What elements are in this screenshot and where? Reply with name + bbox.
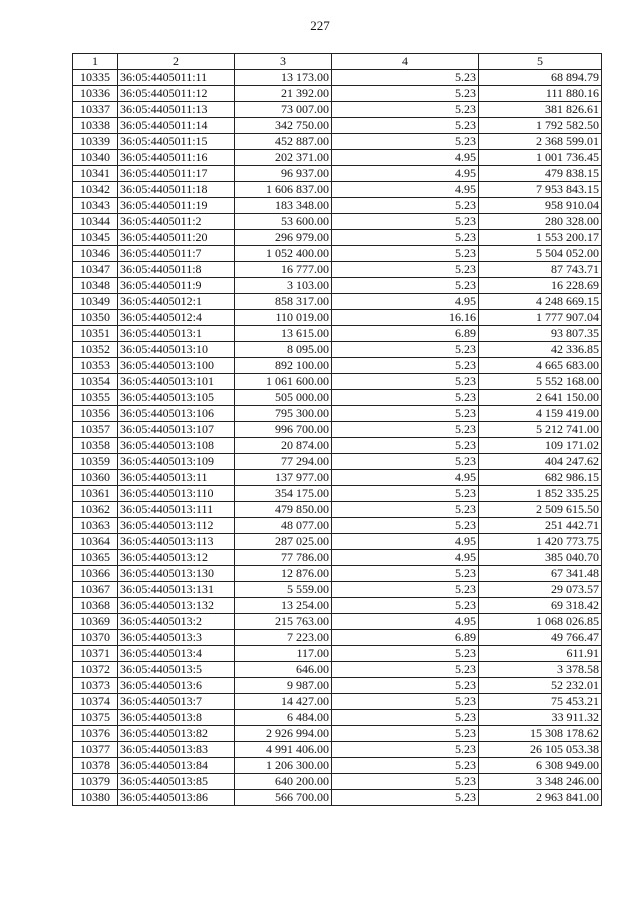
value-cell: 479 838.15 — [479, 166, 602, 182]
table-row — [73, 118, 602, 134]
rate-cell: 5.23 — [332, 726, 479, 742]
column-header: 4 — [332, 54, 479, 70]
value-cell: 385 040.70 — [479, 550, 602, 566]
area-cell: 1 061 600.00 — [235, 374, 332, 390]
table-row — [73, 694, 602, 710]
cadastral-number-cell: 36:05:4405011:7 — [118, 246, 235, 262]
value-cell: 5 212 741.00 — [479, 422, 602, 438]
rate-cell: 5.23 — [332, 406, 479, 422]
cadastral-number-cell: 36:05:4405013:106 — [118, 406, 235, 422]
row-number-cell: 10368 — [73, 598, 118, 614]
rate-cell: 5.23 — [332, 422, 479, 438]
table-row — [73, 726, 602, 742]
value-cell: 1 068 026.85 — [479, 614, 602, 630]
row-number-cell: 10373 — [73, 678, 118, 694]
rate-cell: 4.95 — [332, 182, 479, 198]
rate-cell: 5.23 — [332, 342, 479, 358]
table-row — [73, 390, 602, 406]
cadastral-number-cell: 36:05:4405013:5 — [118, 662, 235, 678]
column-header: 1 — [73, 54, 118, 70]
rate-cell: 5.23 — [332, 278, 479, 294]
rate-cell: 5.23 — [332, 230, 479, 246]
rate-cell: 5.23 — [332, 662, 479, 678]
row-number-cell: 10376 — [73, 726, 118, 742]
cadastral-number-cell: 36:05:4405011:8 — [118, 262, 235, 278]
area-cell: 4 991 406.00 — [235, 742, 332, 758]
row-number-cell: 10357 — [73, 422, 118, 438]
rate-cell: 5.23 — [332, 758, 479, 774]
page-number: 227 — [310, 18, 330, 33]
value-cell: 251 442.71 — [479, 518, 602, 534]
value-cell: 16 228.69 — [479, 278, 602, 294]
value-cell: 2 509 615.50 — [479, 502, 602, 518]
area-cell: 14 427.00 — [235, 694, 332, 710]
area-cell: 858 317.00 — [235, 294, 332, 310]
value-cell: 1 777 907.04 — [479, 310, 602, 326]
rate-cell: 4.95 — [332, 550, 479, 566]
cadastral-number-cell: 36:05:4405013:101 — [118, 374, 235, 390]
table-row — [73, 374, 602, 390]
row-number-cell: 10336 — [73, 86, 118, 102]
area-cell: 8 095.00 — [235, 342, 332, 358]
cadastral-number-cell: 36:05:4405011:13 — [118, 102, 235, 118]
rate-cell: 4.95 — [332, 470, 479, 486]
cadastral-number-cell: 36:05:4405013:107 — [118, 422, 235, 438]
cadastral-number-cell: 36:05:4405011:15 — [118, 134, 235, 150]
rate-cell: 6.89 — [332, 630, 479, 646]
row-number-cell: 10351 — [73, 326, 118, 342]
value-cell: 1 001 736.45 — [479, 150, 602, 166]
area-cell: 96 937.00 — [235, 166, 332, 182]
table-row — [73, 278, 602, 294]
rate-cell: 5.23 — [332, 742, 479, 758]
rate-cell: 5.23 — [332, 134, 479, 150]
table-row — [73, 518, 602, 534]
value-cell: 75 453.21 — [479, 694, 602, 710]
table-row — [73, 342, 602, 358]
cadastral-number-cell: 36:05:4405011:19 — [118, 198, 235, 214]
value-cell: 4 159 419.00 — [479, 406, 602, 422]
row-number-cell: 10375 — [73, 710, 118, 726]
area-cell: 5 559.00 — [235, 582, 332, 598]
cadastral-value-table — [72, 53, 602, 806]
value-cell: 49 766.47 — [479, 630, 602, 646]
area-cell: 795 300.00 — [235, 406, 332, 422]
area-cell: 505 000.00 — [235, 390, 332, 406]
value-cell: 958 910.04 — [479, 198, 602, 214]
value-cell: 7 953 843.15 — [479, 182, 602, 198]
table-row — [73, 230, 602, 246]
value-cell: 68 894.79 — [479, 70, 602, 86]
area-cell: 13 615.00 — [235, 326, 332, 342]
area-cell: 13 254.00 — [235, 598, 332, 614]
table-row — [73, 582, 602, 598]
row-number-cell: 10342 — [73, 182, 118, 198]
cadastral-number-cell: 36:05:4405013:8 — [118, 710, 235, 726]
area-cell: 183 348.00 — [235, 198, 332, 214]
cadastral-number-cell: 36:05:4405013:113 — [118, 534, 235, 550]
table-row — [73, 438, 602, 454]
cadastral-number-cell: 36:05:4405013:84 — [118, 758, 235, 774]
row-number-cell: 10340 — [73, 150, 118, 166]
table-row — [73, 470, 602, 486]
table-row — [73, 246, 602, 262]
row-number-cell: 10354 — [73, 374, 118, 390]
rate-cell: 4.95 — [332, 614, 479, 630]
cadastral-number-cell: 36:05:4405011:18 — [118, 182, 235, 198]
area-cell: 566 700.00 — [235, 790, 332, 806]
table-row — [73, 534, 602, 550]
rate-cell: 4.95 — [332, 534, 479, 550]
value-cell: 42 336.85 — [479, 342, 602, 358]
cadastral-number-cell: 36:05:4405011:17 — [118, 166, 235, 182]
value-cell: 682 986.15 — [479, 470, 602, 486]
value-cell: 109 171.02 — [479, 438, 602, 454]
table-row — [73, 710, 602, 726]
table-row — [73, 662, 602, 678]
rate-cell: 5.23 — [332, 582, 479, 598]
area-cell: 479 850.00 — [235, 502, 332, 518]
cadastral-number-cell: 36:05:4405013:10 — [118, 342, 235, 358]
rate-cell: 5.23 — [332, 598, 479, 614]
rate-cell: 5.23 — [332, 262, 479, 278]
table-row — [73, 86, 602, 102]
row-number-cell: 10348 — [73, 278, 118, 294]
area-cell: 640 200.00 — [235, 774, 332, 790]
area-cell: 1 606 837.00 — [235, 182, 332, 198]
rate-cell: 5.23 — [332, 486, 479, 502]
rate-cell: 5.23 — [332, 678, 479, 694]
row-number-cell: 10380 — [73, 790, 118, 806]
row-number-cell: 10365 — [73, 550, 118, 566]
area-cell: 892 100.00 — [235, 358, 332, 374]
table-row — [73, 102, 602, 118]
area-cell: 77 786.00 — [235, 550, 332, 566]
area-cell: 16 777.00 — [235, 262, 332, 278]
cadastral-number-cell: 36:05:4405013:4 — [118, 646, 235, 662]
value-cell: 93 807.35 — [479, 326, 602, 342]
row-number-cell: 10337 — [73, 102, 118, 118]
area-cell: 7 223.00 — [235, 630, 332, 646]
row-number-cell: 10335 — [73, 70, 118, 86]
row-number-cell: 10360 — [73, 470, 118, 486]
area-cell: 77 294.00 — [235, 454, 332, 470]
area-cell: 2 926 994.00 — [235, 726, 332, 742]
row-number-cell: 10372 — [73, 662, 118, 678]
value-cell: 381 826.61 — [479, 102, 602, 118]
area-cell: 117.00 — [235, 646, 332, 662]
rate-cell: 5.23 — [332, 646, 479, 662]
cadastral-number-cell: 36:05:4405012:1 — [118, 294, 235, 310]
value-cell: 15 308 178.62 — [479, 726, 602, 742]
value-cell: 69 318.42 — [479, 598, 602, 614]
value-cell: 280 328.00 — [479, 214, 602, 230]
value-cell: 5 552 168.00 — [479, 374, 602, 390]
rate-cell: 5.23 — [332, 246, 479, 262]
cadastral-number-cell: 36:05:4405013:3 — [118, 630, 235, 646]
row-number-cell: 10379 — [73, 774, 118, 790]
rate-cell: 16.16 — [332, 310, 479, 326]
table-row — [73, 150, 602, 166]
row-number-cell: 10350 — [73, 310, 118, 326]
table-row — [73, 454, 602, 470]
table-row — [73, 262, 602, 278]
rate-cell: 5.23 — [332, 214, 479, 230]
cadastral-number-cell: 36:05:4405011:16 — [118, 150, 235, 166]
table-row — [73, 214, 602, 230]
value-cell: 1 792 582.50 — [479, 118, 602, 134]
area-cell: 12 876.00 — [235, 566, 332, 582]
table-body — [73, 70, 602, 806]
rate-cell: 5.23 — [332, 454, 479, 470]
rate-cell: 5.23 — [332, 774, 479, 790]
area-cell: 48 077.00 — [235, 518, 332, 534]
area-cell: 110 019.00 — [235, 310, 332, 326]
cadastral-number-cell: 36:05:4405013:110 — [118, 486, 235, 502]
table-row — [73, 294, 602, 310]
row-number-cell: 10347 — [73, 262, 118, 278]
row-number-cell: 10364 — [73, 534, 118, 550]
table-row — [73, 566, 602, 582]
cadastral-number-cell: 36:05:4405013:82 — [118, 726, 235, 742]
table-row — [73, 70, 602, 86]
cadastral-number-cell: 36:05:4405012:4 — [118, 310, 235, 326]
table-row — [73, 646, 602, 662]
table-row — [73, 678, 602, 694]
row-number-cell: 10374 — [73, 694, 118, 710]
row-number-cell: 10352 — [73, 342, 118, 358]
area-cell: 21 392.00 — [235, 86, 332, 102]
area-cell: 354 175.00 — [235, 486, 332, 502]
rate-cell: 5.23 — [332, 86, 479, 102]
row-number-cell: 10338 — [73, 118, 118, 134]
column-number-row — [73, 54, 602, 70]
value-cell: 111 880.16 — [479, 86, 602, 102]
area-cell: 452 887.00 — [235, 134, 332, 150]
value-cell: 87 743.71 — [479, 262, 602, 278]
area-cell: 215 763.00 — [235, 614, 332, 630]
value-cell: 3 378.58 — [479, 662, 602, 678]
rate-cell: 5.23 — [332, 358, 479, 374]
table-row — [73, 486, 602, 502]
rate-cell: 4.95 — [332, 166, 479, 182]
value-cell: 1 420 773.75 — [479, 534, 602, 550]
cadastral-number-cell: 36:05:4405013:2 — [118, 614, 235, 630]
rate-cell: 5.23 — [332, 710, 479, 726]
table-row — [73, 326, 602, 342]
rate-cell: 5.23 — [332, 502, 479, 518]
table-row — [73, 790, 602, 806]
column-header: 5 — [479, 54, 602, 70]
value-cell: 3 348 246.00 — [479, 774, 602, 790]
table-row — [73, 742, 602, 758]
area-cell: 646.00 — [235, 662, 332, 678]
cadastral-number-cell: 36:05:4405013:105 — [118, 390, 235, 406]
rate-cell: 5.23 — [332, 566, 479, 582]
area-cell: 20 874.00 — [235, 438, 332, 454]
row-number-cell: 10353 — [73, 358, 118, 374]
value-cell: 52 232.01 — [479, 678, 602, 694]
value-cell: 67 341.48 — [479, 566, 602, 582]
row-number-cell: 10366 — [73, 566, 118, 582]
cadastral-number-cell: 36:05:4405011:9 — [118, 278, 235, 294]
value-cell: 2 368 599.01 — [479, 134, 602, 150]
row-number-cell: 10363 — [73, 518, 118, 534]
cadastral-number-cell: 36:05:4405011:12 — [118, 86, 235, 102]
area-cell: 3 103.00 — [235, 278, 332, 294]
area-cell: 6 484.00 — [235, 710, 332, 726]
rate-cell: 5.23 — [332, 374, 479, 390]
cadastral-number-cell: 36:05:4405013:6 — [118, 678, 235, 694]
rate-cell: 5.23 — [332, 102, 479, 118]
row-number-cell: 10339 — [73, 134, 118, 150]
area-cell: 9 987.00 — [235, 678, 332, 694]
row-number-cell: 10370 — [73, 630, 118, 646]
row-number-cell: 10367 — [73, 582, 118, 598]
table-row — [73, 182, 602, 198]
cadastral-number-cell: 36:05:4405013:12 — [118, 550, 235, 566]
area-cell: 73 007.00 — [235, 102, 332, 118]
value-cell: 26 105 053.38 — [479, 742, 602, 758]
cadastral-number-cell: 36:05:4405013:85 — [118, 774, 235, 790]
table-row — [73, 310, 602, 326]
row-number-cell: 10358 — [73, 438, 118, 454]
area-cell: 287 025.00 — [235, 534, 332, 550]
cadastral-number-cell: 36:05:4405011:20 — [118, 230, 235, 246]
table-row — [73, 758, 602, 774]
column-header: 2 — [118, 54, 235, 70]
value-cell: 2 641 150.00 — [479, 390, 602, 406]
value-cell: 404 247.62 — [479, 454, 602, 470]
area-cell: 137 977.00 — [235, 470, 332, 486]
row-number-cell: 10344 — [73, 214, 118, 230]
column-header: 3 — [235, 54, 332, 70]
cadastral-number-cell: 36:05:4405013:11 — [118, 470, 235, 486]
value-cell: 5 504 052.00 — [479, 246, 602, 262]
row-number-cell: 10377 — [73, 742, 118, 758]
cadastral-number-cell: 36:05:4405011:11 — [118, 70, 235, 86]
row-number-cell: 10378 — [73, 758, 118, 774]
rate-cell: 4.95 — [332, 294, 479, 310]
value-cell: 1 553 200.17 — [479, 230, 602, 246]
row-number-cell: 10371 — [73, 646, 118, 662]
value-cell: 611.91 — [479, 646, 602, 662]
table-row — [73, 550, 602, 566]
cadastral-number-cell: 36:05:4405011:14 — [118, 118, 235, 134]
row-number-cell: 10349 — [73, 294, 118, 310]
area-cell: 1 206 300.00 — [235, 758, 332, 774]
table-row — [73, 422, 602, 438]
cadastral-number-cell: 36:05:4405013:132 — [118, 598, 235, 614]
rate-cell: 6.89 — [332, 326, 479, 342]
table-row — [73, 630, 602, 646]
table-row — [73, 614, 602, 630]
table-row — [73, 166, 602, 182]
cadastral-number-cell: 36:05:4405013:109 — [118, 454, 235, 470]
cadastral-number-cell: 36:05:4405013:86 — [118, 790, 235, 806]
rate-cell: 5.23 — [332, 694, 479, 710]
rate-cell: 5.23 — [332, 790, 479, 806]
rate-cell: 5.23 — [332, 518, 479, 534]
value-cell: 6 308 949.00 — [479, 758, 602, 774]
rate-cell: 5.23 — [332, 118, 479, 134]
cadastral-number-cell: 36:05:4405013:112 — [118, 518, 235, 534]
area-cell: 53 600.00 — [235, 214, 332, 230]
row-number-cell: 10355 — [73, 390, 118, 406]
row-number-cell: 10345 — [73, 230, 118, 246]
table-row — [73, 774, 602, 790]
table-row — [73, 406, 602, 422]
row-number-cell: 10343 — [73, 198, 118, 214]
area-cell: 13 173.00 — [235, 70, 332, 86]
value-cell: 1 852 335.25 — [479, 486, 602, 502]
cadastral-number-cell: 36:05:4405013:108 — [118, 438, 235, 454]
row-number-cell: 10361 — [73, 486, 118, 502]
rate-cell: 5.23 — [332, 438, 479, 454]
value-cell: 29 073.57 — [479, 582, 602, 598]
row-number-cell: 10359 — [73, 454, 118, 470]
table-row — [73, 198, 602, 214]
table-row — [73, 502, 602, 518]
table-row — [73, 358, 602, 374]
rate-cell: 4.95 — [332, 150, 479, 166]
value-cell: 4 248 669.15 — [479, 294, 602, 310]
rate-cell: 5.23 — [332, 198, 479, 214]
row-number-cell: 10369 — [73, 614, 118, 630]
value-cell: 4 665 683.00 — [479, 358, 602, 374]
cadastral-number-cell: 36:05:4405013:130 — [118, 566, 235, 582]
value-cell: 33 911.32 — [479, 710, 602, 726]
rate-cell: 5.23 — [332, 390, 479, 406]
table-row — [73, 134, 602, 150]
area-cell: 296 979.00 — [235, 230, 332, 246]
row-number-cell: 10346 — [73, 246, 118, 262]
cadastral-number-cell: 36:05:4405013:7 — [118, 694, 235, 710]
row-number-cell: 10356 — [73, 406, 118, 422]
rate-cell: 5.23 — [332, 70, 479, 86]
cadastral-number-cell: 36:05:4405013:1 — [118, 326, 235, 342]
row-number-cell: 10341 — [73, 166, 118, 182]
cadastral-number-cell: 36:05:4405011:2 — [118, 214, 235, 230]
value-cell: 2 963 841.00 — [479, 790, 602, 806]
area-cell: 342 750.00 — [235, 118, 332, 134]
cadastral-number-cell: 36:05:4405013:100 — [118, 358, 235, 374]
cadastral-number-cell: 36:05:4405013:111 — [118, 502, 235, 518]
area-cell: 202 371.00 — [235, 150, 332, 166]
row-number-cell: 10362 — [73, 502, 118, 518]
area-cell: 1 052 400.00 — [235, 246, 332, 262]
cadastral-number-cell: 36:05:4405013:131 — [118, 582, 235, 598]
table-row — [73, 598, 602, 614]
cadastral-number-cell: 36:05:4405013:83 — [118, 742, 235, 758]
area-cell: 996 700.00 — [235, 422, 332, 438]
